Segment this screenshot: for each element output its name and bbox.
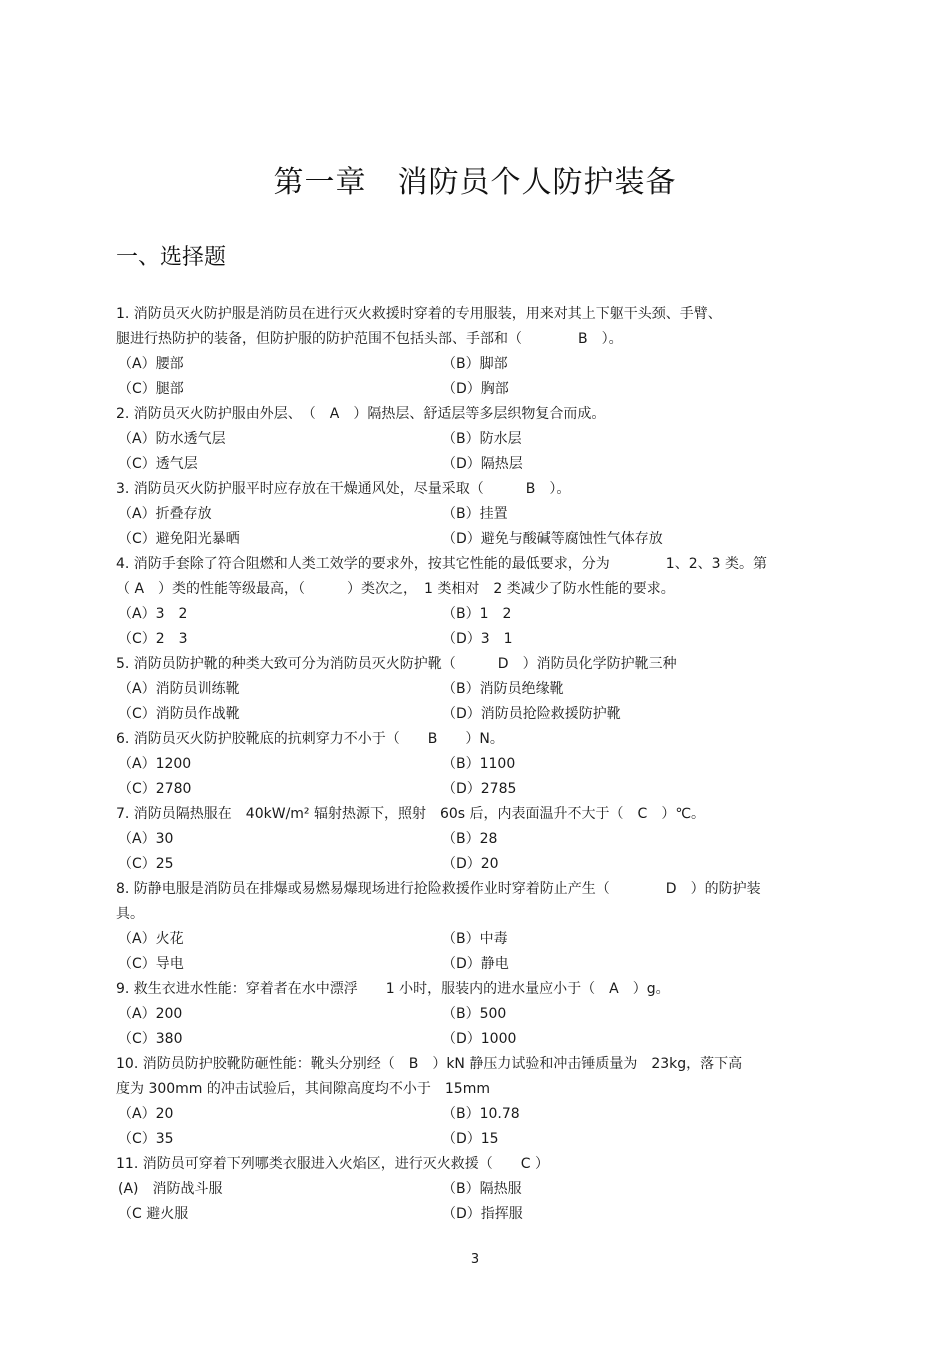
answer-option: （B）1 2 [442,606,512,622]
question-text: 度为 300mm 的冲击试验后，其间隙高度均不小于 15mm [116,1081,490,1097]
answer-option: （C）避免阳光暴晒 [118,531,240,547]
section-title: 一、选择题 [116,245,227,270]
answer-option: （D）静电 [442,956,509,972]
option-row [116,502,832,527]
question-text: 6. 消防员灭火防护胶靴底的抗刺穿力不小于（ B ）N。 [116,731,504,747]
answer-option: （A）200 [118,1006,183,1022]
chapter-title: 第一章 消防员个人防护装备 [273,165,677,200]
question-text: 1. 消防员灭火防护服是消防员在进行灭火救援时穿着的专用服装，用来对其上下躯干头颈、手臂、 [116,306,722,322]
answer-option: （D）消防员抢险救援防护靴 [442,706,621,722]
answer-option: （A）防水透气层 [118,431,226,447]
option-row [116,752,832,777]
answer-option: （D）指挥服 [442,1206,523,1222]
option-row [116,627,832,652]
question-block [116,302,832,402]
question-text: 5. 消防员防护靴的种类大致可分为消防员灭火防护靴（ D ）消防员化学防护靴三种 [116,656,677,672]
answer-option: （B）28 [442,831,498,847]
answer-option: （C）25 [118,856,174,872]
question-text: （ A ）类的性能等级最高，（ ）类次之， 1 类相对 2 类减少了防水性能的要求。 [116,581,675,597]
option-row [116,852,832,877]
option-row [116,677,832,702]
question-block [116,977,832,1052]
answer-option: （D）1000 [442,1031,517,1047]
option-row [116,352,832,377]
answer-option: （A）1200 [118,756,192,772]
answer-option: （B）消防员绝缘靴 [442,681,564,697]
question-text: 10. 消防员防护胶靴防砸性能：靴头分别经（ B ）kN 静压力试验和冲击锤质量为 23kg，落下高 [116,1056,743,1072]
question-text: 8. 防静电服是消防员在排爆或易燃易爆现场进行抢险救援作业时穿着防止产生（ D ）的防护装 [116,881,761,897]
answer-option: （D）15 [442,1131,499,1147]
answer-option: （B）中毒 [442,931,508,947]
answer-option: （D）3 1 [442,631,513,647]
option-row [116,702,832,727]
question-text: 腿进行热防护的装备，但防护服的防护范围不包括头部、手部和（ B ）。 [116,331,623,347]
question-block [116,727,832,802]
question-text: 具。 [116,906,144,922]
answer-option: （A）腰部 [118,356,184,372]
answer-option: （B）挂置 [442,506,508,522]
option-row [116,952,832,977]
question-block [116,1152,832,1227]
answer-option: （C）2 3 [118,631,188,647]
answer-option: （B）10.78 [442,1106,520,1122]
answer-option: （B）脚部 [442,356,508,372]
question-text: 2. 消防员灭火防护服由外层、 （ A ）隔热层、舒适层等多层织物复合而成。 [116,406,606,422]
option-row [116,1102,832,1127]
option-row [116,827,832,852]
answer-option: （C）透气层 [118,456,198,472]
answer-option: （A）折叠存放 [118,506,212,522]
question-block [116,477,832,552]
option-row [116,602,832,627]
question-text: 9. 救生衣进水性能：穿着者在水中漂浮 1 小时，服装内的进水量应小于（ A ）g。 [116,981,670,997]
answer-option: （D）避免与酸碱等腐蚀性气体存放 [442,531,663,547]
answer-option: （C）导电 [118,956,184,972]
option-row [116,1177,832,1202]
option-row [116,452,832,477]
answer-option: （B）500 [442,1006,507,1022]
answer-option: （D）隔热层 [442,456,523,472]
option-row [116,527,832,552]
question-block [116,552,832,652]
answer-option: （A）3 2 [118,606,188,622]
question-block [116,402,832,477]
answer-option: （D）2785 [442,781,517,797]
answer-option: （A）消防员训练靴 [118,681,240,697]
option-row [116,1027,832,1052]
page-number: 3 [470,1252,480,1267]
option-row [116,1202,832,1227]
option-row [116,927,832,952]
question-text: 7. 消防员隔热服在 40kW/m² 辐射热源下，照射 60s 后，内表面温升不大于（ C ）℃。 [116,806,706,822]
question-block [116,802,832,877]
answer-option: （B）防水层 [442,431,522,447]
answer-option: （A）30 [118,831,174,847]
answer-option: （C）380 [118,1031,183,1047]
question-block [116,1052,832,1152]
answer-option: （D）20 [442,856,499,872]
question-text: 3. 消防员灭火防护服平时应存放在干燥通风处，尽量采取（ B ）。 [116,481,571,497]
answer-option: （B）1100 [442,756,516,772]
question-block [116,652,832,727]
answer-option: (A) 消防战斗服 [118,1181,223,1197]
answer-option: （C 避火服 [118,1206,189,1222]
question-list [116,302,832,1227]
answer-option: （C）2780 [118,781,192,797]
answer-option: （D）胸部 [442,381,509,397]
answer-option: （B）隔热服 [442,1181,522,1197]
option-row [116,377,832,402]
question-text: 4. 消防手套除了符合阻燃和人类工效学的要求外，按其它性能的最低要求，分为 1、2、3 类。第 [116,556,767,572]
option-row [116,1002,832,1027]
answer-option: （A）火花 [118,931,184,947]
question-block [116,877,832,977]
question-text: 11. 消防员可穿着下列哪类衣服进入火焰区，进行灭火救援（ C ） [116,1156,549,1172]
answer-option: （C）35 [118,1131,174,1147]
answer-option: （C）腿部 [118,381,184,397]
answer-option: （C）消防员作战靴 [118,706,240,722]
option-row [116,1127,832,1152]
option-row [116,777,832,802]
option-row [116,427,832,452]
answer-option: （A）20 [118,1106,174,1122]
